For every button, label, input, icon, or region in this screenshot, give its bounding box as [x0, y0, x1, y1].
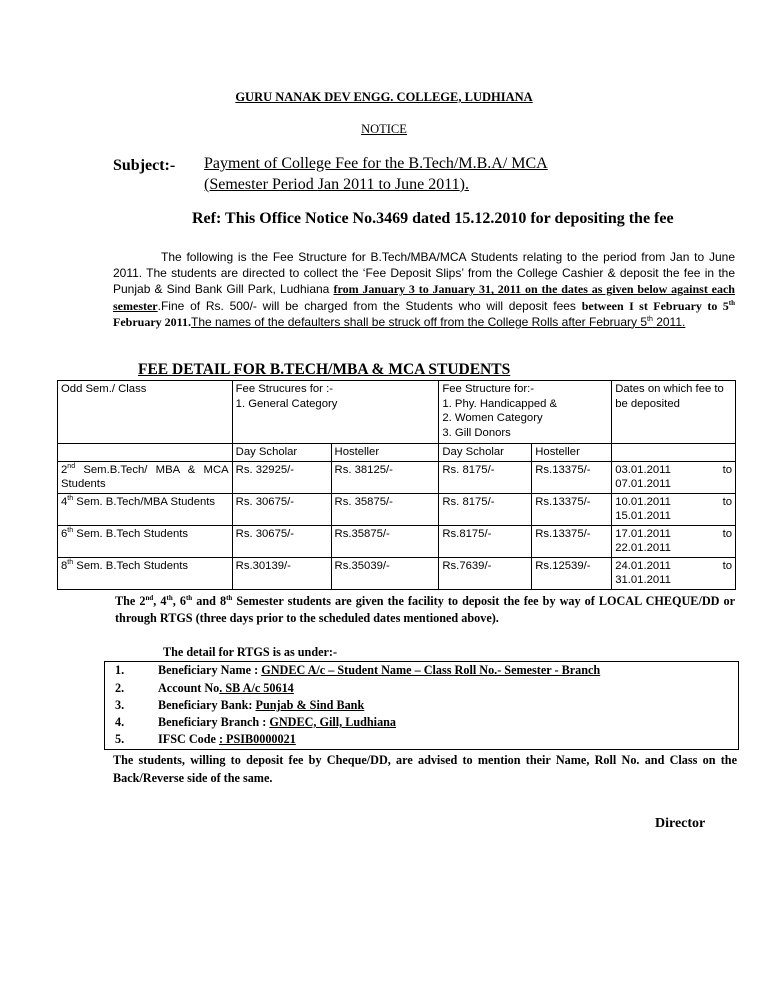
row-gen-day: Rs. 30675/-	[232, 525, 331, 557]
row-sem: 2	[61, 463, 68, 476]
row-gen-day: Rs. 30675/-	[232, 493, 331, 525]
row-gen-host: Rs.35875/-	[331, 525, 439, 557]
general-title: Fee Strucures for :-	[235, 383, 333, 395]
facility-t4: and 8	[192, 594, 227, 608]
para-deadline	[562, 315, 686, 329]
rtgs-item-number: 4.	[115, 715, 125, 729]
header-dates: Dates on which fee to be deposited	[612, 381, 736, 444]
date-from: 17.01.2011	[615, 527, 671, 540]
special-line-3: 3. Gill Donors	[442, 426, 511, 439]
row-gen-day: Rs.30139/-	[232, 557, 331, 589]
subheader-gen-host: Hosteller	[331, 444, 439, 462]
rtgs-item-value: GNDEC A/c – Student Name – Class Roll No.- Semester - Branch	[261, 663, 601, 677]
fee-table-category-row	[58, 381, 736, 444]
facility-s4: th	[226, 593, 233, 602]
row-sem-sup: th	[67, 526, 74, 534]
row-sem: 8	[61, 559, 68, 572]
signature-director: Director	[655, 816, 706, 831]
row-gen-day: Rs. 32925/-	[232, 461, 331, 493]
rtgs-item-text	[158, 663, 600, 678]
rtgs-heading: The detail for RTGS is as under:-	[163, 645, 338, 659]
subheader-dates-blank	[612, 444, 736, 462]
fee-table-heading: FEE DETAIL FOR B.TECH/MBA & MCA STUDENTS	[138, 361, 511, 378]
cheque-instruction: The students, willing to deposit fee by Cheque/DD, are advised to mention their Name, Roll No. and Class on the Back/Reverse side of the same.	[113, 753, 737, 785]
row-label: Sem. B.Tech Students	[76, 559, 189, 572]
payment-facility-note	[115, 593, 735, 626]
date-to-word: to	[722, 463, 732, 476]
row-sp-host: Rs.13375/-	[532, 461, 612, 493]
para-fine: .Fine of Rs. 500/- will be charged from the Students who will deposit fees	[157, 298, 582, 313]
date-to-word: to	[722, 495, 732, 508]
special-title: Fee Structure for:-	[442, 383, 535, 395]
fine-period-start: between I st February to 5	[581, 298, 729, 313]
row-sp-day: Rs.8175/-	[439, 525, 532, 557]
subject-period: Jan 2011 to June 2011	[317, 176, 460, 193]
facility-t5: Semester students are given the facility to deposit the fee by way of LOCAL CHEQUE/DD or through RTGS (three days prior to the scheduled dates mentioned above).	[115, 594, 736, 625]
deadline-text: after February 5	[561, 314, 648, 329]
table-row	[58, 557, 736, 589]
row-sem-sup: th	[67, 494, 74, 502]
rtgs-item-text	[158, 681, 294, 696]
subheader-gen-day: Day Scholar	[232, 444, 331, 462]
date-from: 03.01.2011	[615, 463, 671, 476]
fine-period-end: February 2011.	[113, 314, 191, 329]
row-sp-day: Rs. 8175/-	[439, 493, 532, 525]
rtgs-item-text	[158, 732, 296, 747]
reference-line: Ref: This Office Notice No.3469 dated 15.12.2010 for depositing the fee	[192, 210, 674, 227]
rtgs-item-number: 2.	[115, 681, 125, 695]
row-sem: 6	[61, 527, 68, 540]
subject-label: Subject:-	[113, 157, 176, 174]
date-to-word: to	[722, 527, 732, 540]
header-special	[439, 381, 612, 444]
rtgs-item-value: GNDEC, Gill, Ludhiana	[269, 715, 397, 729]
facility-t1: The 2	[115, 594, 146, 608]
subheader-blank	[58, 444, 233, 462]
rtgs-item-label: Beneficiary Bank:	[158, 698, 256, 712]
table-row	[58, 525, 736, 557]
row-class	[58, 525, 233, 557]
rtgs-item-number: 1.	[115, 663, 125, 677]
rtgs-item-label: Beneficiary Name :	[158, 663, 262, 677]
rtgs-item-text	[158, 715, 396, 730]
date-from: 10.01.2011	[615, 495, 671, 508]
date-to-word: to	[722, 559, 732, 572]
rtgs-item-number: 3.	[115, 698, 125, 712]
date-to: 31.01.2011	[615, 574, 671, 586]
subject-line-2	[204, 176, 469, 194]
date-to: 15.01.2011	[615, 510, 671, 522]
rtgs-item-value: : PSIB0000021	[218, 732, 296, 746]
facility-s1: nd	[145, 593, 154, 602]
table-row	[58, 461, 736, 493]
row-gen-host: Rs. 35875/-	[331, 493, 439, 525]
table-row	[58, 493, 736, 525]
row-sp-day: Rs. 8175/-	[439, 461, 532, 493]
row-label: Sem. B.Tech/MBA Students	[76, 495, 216, 508]
intro-paragraph	[113, 249, 735, 330]
date-to: 07.01.2011	[615, 478, 671, 490]
subheader-sp-day: Day Scholar	[439, 444, 532, 462]
row-label: Sem. B.Tech Students	[76, 527, 189, 540]
subheader-sp-host: Hosteller	[532, 444, 612, 462]
rtgs-details-box	[104, 661, 739, 750]
rtgs-item-label: IFSC Code	[158, 732, 219, 746]
date-to: 22.01.2011	[615, 542, 671, 554]
facility-s3: th	[185, 593, 193, 602]
para-dates-note: on the dates as given below against each semester	[113, 282, 735, 313]
header-class: Odd Sem./ Class	[58, 381, 233, 444]
row-sem: 4	[61, 495, 68, 508]
row-dates	[612, 493, 736, 525]
row-class	[58, 493, 233, 525]
date-from: 24.01.2011	[615, 559, 671, 572]
college-name: GURU NANAK DEV ENGG. COLLEGE, LUDHIANA	[235, 90, 533, 104]
row-sem-sup: nd	[67, 462, 76, 470]
para-part-1: The following is the Fee Structure for B.Tech/MBA/MCA Students relating to the period from Jan to June 2011. The students are directed to collect the ‘Fee Deposit Slips’ from the College Cashier & deposit the fee in the Punjab & Sind Bank Gill Park, Ludhiana	[113, 250, 735, 297]
rtgs-item-label: Account No	[158, 681, 220, 695]
row-dates	[612, 525, 736, 557]
para-defaulters: The names of the defaulters shall be struck off from the College Rolls	[191, 314, 562, 329]
row-sp-host: Rs.12539/-	[532, 557, 612, 589]
deadline-sup: th	[647, 315, 653, 323]
subject-line-2-suffix: ).	[459, 176, 469, 193]
row-label: Sem.B.Tech/ MBA & MCA Students	[61, 463, 229, 490]
fee-table-subheader-row	[58, 444, 736, 462]
notice-title: NOTICE	[361, 122, 407, 136]
fine-period-sup: th	[728, 298, 735, 307]
row-sem-sup: th	[67, 558, 74, 566]
row-class	[58, 461, 233, 493]
facility-t3: , 6	[172, 594, 186, 608]
rtgs-item-number: 5.	[115, 732, 125, 746]
subject-line-1: Payment of College Fee for the B.Tech/M.B.A/ MCA	[204, 155, 548, 172]
row-gen-host: Rs.35039/-	[331, 557, 439, 589]
subject-line-2-prefix: (Semester Period	[204, 176, 318, 193]
header-general	[232, 381, 439, 444]
fee-table	[57, 380, 736, 590]
general-category: 1. General Category	[235, 397, 338, 410]
row-sp-host: Rs.13375/-	[532, 493, 612, 525]
row-class	[58, 557, 233, 589]
row-sp-host: Rs.13375/-	[532, 525, 612, 557]
row-dates	[612, 461, 736, 493]
rtgs-item-text	[158, 698, 364, 713]
row-dates	[612, 557, 736, 589]
rtgs-item-label: Beneficiary Branch :	[158, 715, 270, 729]
rtgs-item-value: Punjab & Sind Bank	[255, 698, 365, 712]
row-sp-day: Rs.7639/-	[439, 557, 532, 589]
deadline-year: 2011.	[652, 314, 686, 329]
special-line-1: 1. Phy. Handicapped &	[442, 397, 558, 410]
rtgs-item-value: . SB A/c 50614	[219, 681, 294, 695]
row-gen-host: Rs. 38125/-	[331, 461, 439, 493]
para-dates: from January 3 to January 31, 2011	[333, 282, 522, 297]
facility-t2: , 4	[153, 594, 167, 608]
facility-s2: th	[166, 593, 173, 602]
special-line-2: 2. Women Category	[442, 412, 543, 424]
